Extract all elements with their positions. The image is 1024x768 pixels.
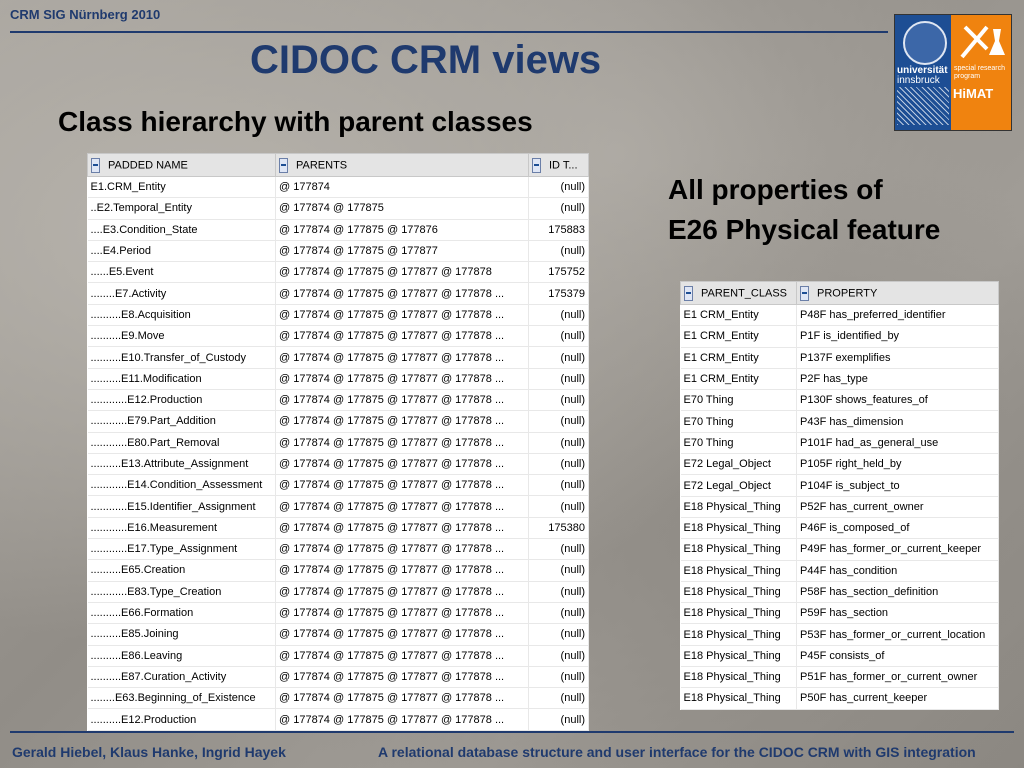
table-row[interactable]: [88, 475, 589, 496]
table-cell[interactable]: E18 Physical_Thing: [681, 517, 797, 538]
table-cell[interactable]: P52F has_current_owner: [797, 496, 999, 517]
table-row[interactable]: [88, 688, 589, 709]
table-cell[interactable]: E18 Physical_Thing: [681, 667, 797, 688]
table-cell[interactable]: ..........E13.Attribute_Assignment: [88, 453, 276, 474]
table-cell[interactable]: P101F had_as_general_use: [797, 432, 999, 453]
table-row[interactable]: [88, 411, 589, 432]
table-cell[interactable]: P48F has_preferred_identifier: [797, 305, 999, 326]
table-row[interactable]: [88, 453, 589, 474]
table-cell[interactable]: ..........E86.Leaving: [88, 645, 276, 666]
table-cell[interactable]: ..........E87.Curation_Activity: [88, 666, 276, 687]
table-cell[interactable]: (null): [529, 496, 589, 517]
table-cell[interactable]: E72 Legal_Object: [681, 475, 797, 496]
table-row[interactable]: [88, 645, 589, 666]
table-cell[interactable]: @ 177874 @ 177875 @ 177877 @ 177878 ...: [276, 539, 529, 560]
table-cell[interactable]: P49F has_former_or_current_keeper: [797, 539, 999, 560]
table-cell[interactable]: ..E2.Temporal_Entity: [88, 198, 276, 219]
table-cell[interactable]: @ 177874 @ 177875 @ 177877 @ 177878 ...: [276, 389, 529, 410]
table-row[interactable]: [681, 517, 999, 538]
table-row[interactable]: [681, 305, 999, 326]
table-cell[interactable]: P46F is_composed_of: [797, 517, 999, 538]
table-row[interactable]: [681, 454, 999, 475]
table-cell[interactable]: @ 177874 @ 177875 @ 177877 @ 177878 ...: [276, 411, 529, 432]
table-cell[interactable]: E18 Physical_Thing: [681, 603, 797, 624]
table-cell[interactable]: 175752: [529, 262, 589, 283]
table-cell[interactable]: ............E17.Type_Assignment: [88, 539, 276, 560]
table-cell[interactable]: @ 177874 @ 177875 @ 177877 @ 177878 ...: [276, 602, 529, 623]
table-cell[interactable]: ............E80.Part_Removal: [88, 432, 276, 453]
table-cell[interactable]: E1.CRM_Entity: [88, 177, 276, 198]
table-cell[interactable]: (null): [529, 347, 589, 368]
table-cell[interactable]: P1F is_identified_by: [797, 326, 999, 347]
sort-icon[interactable]: [532, 158, 541, 173]
table-cell[interactable]: P51F has_former_or_current_owner: [797, 667, 999, 688]
table-row[interactable]: [88, 560, 589, 581]
table-row[interactable]: [88, 432, 589, 453]
table-cell[interactable]: @ 177874 @ 177875 @ 177876: [276, 219, 529, 240]
table-cell[interactable]: P130F shows_features_of: [797, 390, 999, 411]
table-cell[interactable]: @ 177874 @ 177875 @ 177877 @ 177878 ...: [276, 347, 529, 368]
header-divider: [10, 31, 888, 33]
table-header-row: [88, 154, 589, 177]
table-cell[interactable]: E18 Physical_Thing: [681, 560, 797, 581]
table-cell[interactable]: P53F has_former_or_current_location: [797, 624, 999, 645]
table-cell[interactable]: E1 CRM_Entity: [681, 368, 797, 389]
table-cell[interactable]: P43F has_dimension: [797, 411, 999, 432]
column-header-id[interactable]: ID T...: [529, 154, 589, 177]
table-cell[interactable]: (null): [529, 666, 589, 687]
table-row[interactable]: [88, 666, 589, 687]
table-cell[interactable]: @ 177874: [276, 177, 529, 198]
column-header-padded-name[interactable]: PADDED NAME: [88, 154, 276, 177]
table-cell[interactable]: (null): [529, 240, 589, 261]
table-cell[interactable]: E1 CRM_Entity: [681, 326, 797, 347]
table-row[interactable]: [681, 475, 999, 496]
table-cell[interactable]: E1 CRM_Entity: [681, 305, 797, 326]
table-cell[interactable]: ........E63.Beginning_of_Existence: [88, 688, 276, 709]
table-row[interactable]: [681, 645, 999, 666]
table-cell[interactable]: @ 177874 @ 177875 @ 177877 @ 177878 ...: [276, 666, 529, 687]
table-cell[interactable]: E18 Physical_Thing: [681, 581, 797, 602]
table-row[interactable]: [88, 539, 589, 560]
table-cell[interactable]: 175380: [529, 517, 589, 538]
properties-rows: [681, 305, 999, 710]
table-row[interactable]: [681, 539, 999, 560]
table-cell[interactable]: @ 177874 @ 177875: [276, 198, 529, 219]
table-cell[interactable]: ..........E9.Move: [88, 326, 276, 347]
table-row[interactable]: [681, 368, 999, 389]
table-cell[interactable]: ....E4.Period: [88, 240, 276, 261]
table-cell[interactable]: P44F has_condition: [797, 560, 999, 581]
table-row[interactable]: [88, 177, 589, 198]
table-cell[interactable]: @ 177874 @ 177875 @ 177877 @ 177878 ...: [276, 688, 529, 709]
sort-icon[interactable]: [279, 158, 288, 173]
table-cell[interactable]: @ 177874 @ 177875 @ 177877 @ 177878 ...: [276, 475, 529, 496]
table-row[interactable]: [681, 688, 999, 709]
table-cell[interactable]: (null): [529, 624, 589, 645]
table-cell[interactable]: @ 177874 @ 177875 @ 177877 @ 177878 ...: [276, 560, 529, 581]
table-cell[interactable]: @ 177874 @ 177875 @ 177877 @ 177878 ...: [276, 453, 529, 474]
table-cell[interactable]: @ 177874 @ 177875 @ 177877 @ 177878 ...: [276, 283, 529, 304]
university-seal-icon: [903, 21, 947, 65]
mining-tools-icon: [957, 19, 1007, 63]
table-cell[interactable]: P59F has_section: [797, 603, 999, 624]
table-row[interactable]: [681, 432, 999, 453]
slide-title: CIDOC CRM views: [250, 38, 602, 82]
table-cell[interactable]: E18 Physical_Thing: [681, 496, 797, 517]
table-row[interactable]: [681, 411, 999, 432]
table-cell[interactable]: P58F has_section_definition: [797, 581, 999, 602]
logo-name: HiMAT: [953, 86, 994, 101]
table-cell[interactable]: @ 177874 @ 177875 @ 177877: [276, 240, 529, 261]
table-cell[interactable]: (null): [529, 453, 589, 474]
table-row[interactable]: [88, 581, 589, 602]
table-row[interactable]: [681, 560, 999, 581]
table-cell[interactable]: ......E5.Event: [88, 262, 276, 283]
table-cell[interactable]: E70 Thing: [681, 432, 797, 453]
table-row[interactable]: [88, 198, 589, 219]
table-cell[interactable]: ............E12.Production: [88, 389, 276, 410]
table-cell[interactable]: @ 177874 @ 177875 @ 177877 @ 177878 ...: [276, 709, 529, 730]
table-cell[interactable]: (null): [529, 602, 589, 623]
table-cell[interactable]: @ 177874 @ 177875 @ 177877 @ 177878 ...: [276, 517, 529, 538]
table-cell[interactable]: (null): [529, 432, 589, 453]
table-cell[interactable]: ..........E10.Transfer_of_Custody: [88, 347, 276, 368]
table-cell[interactable]: ..........E12.Production: [88, 709, 276, 730]
conference-label: CRM SIG Nürnberg 2010: [10, 7, 161, 22]
table-cell[interactable]: @ 177874 @ 177875 @ 177877 @ 177878 ...: [276, 368, 529, 389]
table-row[interactable]: [88, 326, 589, 347]
table-cell[interactable]: @ 177874 @ 177875 @ 177877 @ 177878 ...: [276, 581, 529, 602]
table-row[interactable]: [681, 326, 999, 347]
table-row[interactable]: [88, 624, 589, 645]
table-cell[interactable]: E18 Physical_Thing: [681, 688, 797, 709]
table-row[interactable]: [88, 602, 589, 623]
column-header-property[interactable]: PROPERTY: [797, 282, 999, 305]
table-cell[interactable]: (null): [529, 475, 589, 496]
table-cell[interactable]: (null): [529, 560, 589, 581]
logo-sub2: program: [954, 73, 981, 80]
table-cell[interactable]: ............E14.Condition_Assessment: [88, 475, 276, 496]
table-cell[interactable]: P2F has_type: [797, 368, 999, 389]
table-cell[interactable]: ............E15.Identifier_Assignment: [88, 496, 276, 517]
table-row[interactable]: [88, 517, 589, 538]
logo-pattern: [897, 87, 949, 125]
table-cell[interactable]: 175379: [529, 283, 589, 304]
column-header-parent-class[interactable]: PARENT_CLASS: [681, 282, 797, 305]
table-cell[interactable]: E72 Legal_Object: [681, 454, 797, 475]
table-cell[interactable]: P104F is_subject_to: [797, 475, 999, 496]
table-cell[interactable]: E70 Thing: [681, 411, 797, 432]
table-cell[interactable]: @ 177874 @ 177875 @ 177877 @ 177878 ...: [276, 304, 529, 325]
table-cell[interactable]: @ 177874 @ 177875 @ 177877 @ 177878 ...: [276, 645, 529, 666]
column-header-parents[interactable]: PARENTS: [276, 154, 529, 177]
table-cell[interactable]: (null): [529, 326, 589, 347]
table-cell[interactable]: ..........E8.Acquisition: [88, 304, 276, 325]
table-cell[interactable]: E18 Physical_Thing: [681, 539, 797, 560]
properties-table: [680, 281, 999, 710]
table-cell[interactable]: ..........E11.Modification: [88, 368, 276, 389]
sort-icon[interactable]: [91, 158, 100, 173]
table-cell[interactable]: @ 177874 @ 177875 @ 177877 @ 177878 ...: [276, 624, 529, 645]
table-cell[interactable]: @ 177874 @ 177875 @ 177877 @ 177878: [276, 262, 529, 283]
table-cell[interactable]: 175883: [529, 219, 589, 240]
table-row[interactable]: [88, 368, 589, 389]
table-cell[interactable]: @ 177874 @ 177875 @ 177877 @ 177878 ...: [276, 326, 529, 347]
table-cell[interactable]: ....E3.Condition_State: [88, 219, 276, 240]
right-heading-line2: E26 Physical feature: [668, 214, 941, 245]
table-header-row: [681, 282, 999, 305]
sort-icon[interactable]: [684, 286, 693, 301]
table-row[interactable]: [681, 347, 999, 368]
table-cell[interactable]: ............E16.Measurement: [88, 517, 276, 538]
table-row[interactable]: [681, 390, 999, 411]
table-cell[interactable]: P45F consists_of: [797, 645, 999, 666]
table-row[interactable]: [681, 624, 999, 645]
table-row[interactable]: [88, 262, 589, 283]
table-row[interactable]: [88, 304, 589, 325]
table-row[interactable]: [681, 581, 999, 602]
table-cell[interactable]: ..........E85.Joining: [88, 624, 276, 645]
logo-line2: innsbruck: [897, 75, 940, 86]
table-cell[interactable]: E18 Physical_Thing: [681, 645, 797, 666]
table-cell[interactable]: (null): [529, 304, 589, 325]
table-cell[interactable]: ............E83.Type_Creation: [88, 581, 276, 602]
table-row[interactable]: [88, 709, 589, 730]
table-cell[interactable]: ............E79.Part_Addition: [88, 411, 276, 432]
table-cell[interactable]: (null): [529, 688, 589, 709]
table-cell[interactable]: ..........E66.Formation: [88, 602, 276, 623]
logo-line1: universität: [897, 65, 948, 76]
table-cell[interactable]: ........E7.Activity: [88, 283, 276, 304]
table-cell[interactable]: (null): [529, 411, 589, 432]
table-cell[interactable]: (null): [529, 368, 589, 389]
table-cell[interactable]: (null): [529, 645, 589, 666]
table-row[interactable]: [88, 283, 589, 304]
table-cell[interactable]: E1 CRM_Entity: [681, 347, 797, 368]
table-cell[interactable]: (null): [529, 198, 589, 219]
table-cell[interactable]: (null): [529, 581, 589, 602]
table-cell[interactable]: (null): [529, 539, 589, 560]
table-cell[interactable]: P137F exemplifies: [797, 347, 999, 368]
right-heading: [668, 170, 940, 250]
table-cell[interactable]: P50F has_current_keeper: [797, 688, 999, 709]
table-cell[interactable]: (null): [529, 389, 589, 410]
class-hierarchy-table: [87, 153, 589, 731]
table-row[interactable]: [681, 603, 999, 624]
table-cell[interactable]: (null): [529, 709, 589, 730]
table-row[interactable]: [681, 496, 999, 517]
sort-icon[interactable]: [800, 286, 809, 301]
logo-sub1: special research: [954, 65, 1005, 72]
table-cell[interactable]: P105F right_held_by: [797, 454, 999, 475]
table-row[interactable]: [88, 219, 589, 240]
table-row[interactable]: [88, 347, 589, 368]
table-row[interactable]: [681, 667, 999, 688]
class-hierarchy-rows: [88, 177, 589, 731]
table-cell[interactable]: E18 Physical_Thing: [681, 624, 797, 645]
right-heading-line1: All properties of: [668, 174, 883, 205]
himat-logo: [894, 14, 1012, 131]
table-row[interactable]: [88, 496, 589, 517]
table-cell[interactable]: E70 Thing: [681, 390, 797, 411]
left-heading: Class hierarchy with parent classes: [58, 106, 533, 137]
table-cell[interactable]: ..........E65.Creation: [88, 560, 276, 581]
footer-authors: Gerald Hiebel, Klaus Hanke, Ingrid Hayek: [12, 744, 286, 760]
table-cell[interactable]: (null): [529, 177, 589, 198]
table-cell[interactable]: @ 177874 @ 177875 @ 177877 @ 177878 ...: [276, 432, 529, 453]
table-row[interactable]: [88, 240, 589, 261]
footer-divider: [10, 731, 1014, 733]
table-row[interactable]: [88, 389, 589, 410]
footer-paper-title: A relational database structure and user interface for the CIDOC CRM with GIS integration: [378, 744, 976, 760]
table-cell[interactable]: @ 177874 @ 177875 @ 177877 @ 177878 ...: [276, 496, 529, 517]
